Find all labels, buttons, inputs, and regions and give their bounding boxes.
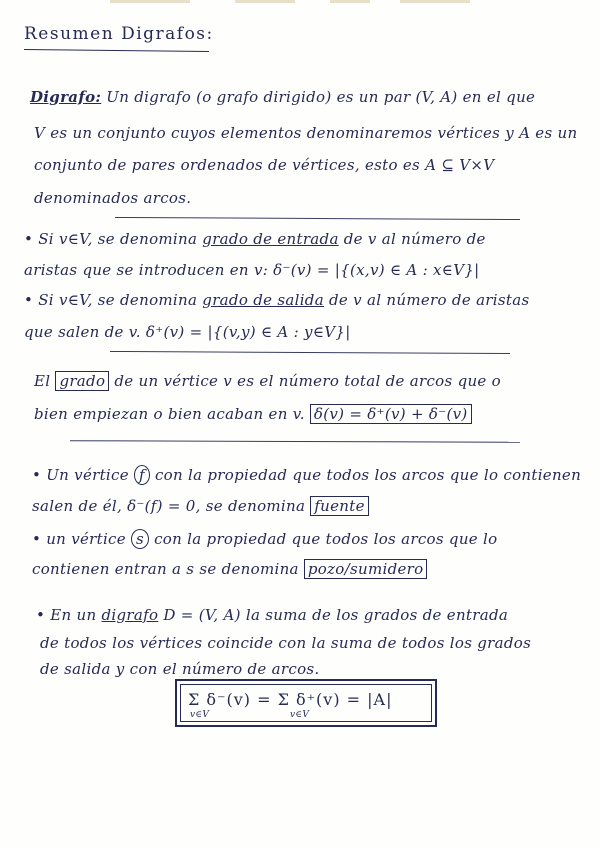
theorem-line-2: de todos los vértices coincide con la suma de todos los grados	[40, 634, 532, 652]
sink-term-box: pozo/sumidero	[304, 559, 428, 579]
source-text-a: • Un vértice	[32, 466, 129, 484]
out-degree-text-a: • Si v∈V, se denomina	[24, 291, 198, 309]
source-text-c: salen de él, δ⁻(f) = 0, se denomina	[32, 497, 306, 515]
sink-line-2	[32, 560, 427, 578]
sink-text-c: contienen entran a s se denomina	[32, 560, 299, 578]
theorem-line-1	[36, 606, 508, 624]
out-degree-text-b: de v al número de aristas	[329, 291, 530, 309]
formula-sub-2: v∈V	[290, 710, 310, 720]
source-term-box: fuente	[310, 496, 368, 516]
degree-formula: δ(v) = δ⁺(v) + δ⁻(v)	[310, 404, 472, 424]
degree-term: grado	[55, 371, 109, 391]
handshake-formula: Σ δ⁻(v) = Σ δ⁺(v) = |A|	[188, 690, 393, 709]
degree-line-1	[34, 372, 501, 390]
degree-text-c: bien empiezan o bien acaban en v.	[34, 405, 305, 423]
source-text-b: con la propiedad que todos los arcos que lo contienen	[154, 466, 582, 484]
theorem-line-3: de salida y con el número de arcos.	[40, 660, 320, 678]
title-underline	[24, 49, 209, 52]
sink-text-a: • un vértice	[32, 530, 126, 548]
theorem-term: digrafo	[101, 606, 159, 624]
divider-2	[110, 351, 510, 354]
out-degree-term: grado de salida	[202, 291, 324, 309]
theorem-text-a: • En un	[36, 606, 97, 624]
page-top-edge	[0, 0, 600, 6]
definition-term: Digrafo:	[30, 88, 102, 106]
degree-line-2	[34, 405, 472, 423]
degree-text-a: El	[34, 372, 51, 390]
in-degree-line-2: aristas que se introducen en v: δ⁻(v) = |{(x,v) ∈ A : x∈V}|	[24, 261, 480, 279]
sink-vertex-circle: s	[131, 529, 149, 549]
definition-line-2: V es un conjunto cuyos elementos denominaremos vértices y A es un	[34, 124, 578, 142]
definition-text-1: Un digrafo (o grafo dirigido) es un par (V, A) en el que	[106, 88, 536, 106]
out-degree-line-1	[24, 291, 529, 309]
source-line-2	[32, 497, 369, 515]
page-title: Resumen Digrafos:	[24, 24, 214, 44]
definition-line-4: denominados arcos.	[34, 189, 192, 207]
sink-text-b: con la propiedad que todos los arcos que lo	[154, 530, 498, 548]
divider-3	[70, 440, 520, 443]
theorem-text-b: D = (V, A) la suma de los grados de entrada	[163, 606, 509, 624]
source-line-1	[32, 466, 581, 484]
definition-line-3: conjunto de pares ordenados de vértices, esto es A ⊆ V×V	[34, 156, 495, 174]
in-degree-text-b: de v al número de	[343, 230, 486, 248]
sink-line-1	[32, 530, 497, 548]
in-degree-term: grado de entrada	[202, 230, 339, 248]
out-degree-line-2: que salen de v. δ⁺(v) = |{(v,y) ∈ A : y∈V}|	[24, 323, 351, 341]
divider-1	[115, 217, 520, 220]
degree-text-b: de un vértice v es el número total de arcos que o	[114, 372, 502, 390]
in-degree-text-a: • Si v∈V, se denomina	[24, 230, 198, 248]
in-degree-line-1	[24, 230, 486, 248]
definition-line-1	[30, 88, 535, 106]
source-vertex-circle: f	[134, 465, 150, 485]
formula-sub-1: v∈V	[190, 710, 210, 720]
